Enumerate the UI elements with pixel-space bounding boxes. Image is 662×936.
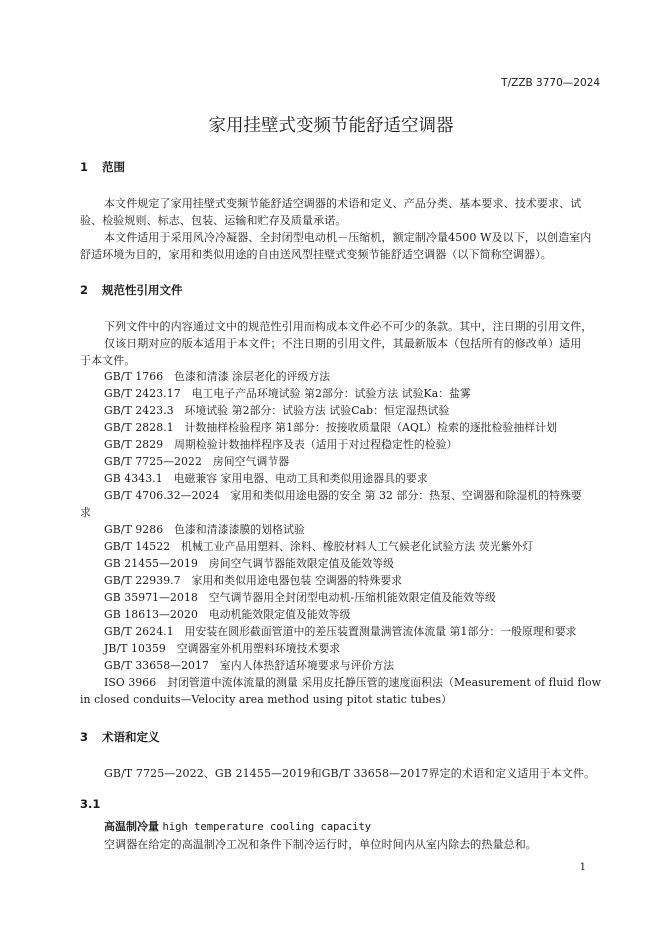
paragraph-line: 舒适环境为目的，家用和类似用途的自由送风型挂壁式变频节能舒适空调器（以下简称空调器）。 bbox=[80, 248, 552, 261]
reference-item: GB 21455—2019 房间空气调节器能效限定值及能效等级 bbox=[104, 557, 395, 570]
term-definition: 空调器在给定的高温制冷工况和条件下制冷运行时，单位时间内从室内除去的热量总和。 bbox=[104, 838, 537, 851]
paragraph-line: 于本文件。 bbox=[80, 354, 136, 367]
paragraph-line: GB/T 7725—2022、GB 21455—2019和GB/T 33658—2017界定的术语和定义适用于本文件。 bbox=[104, 767, 596, 780]
reference-item: GB 4343.1 电磁兼容 家用电器、电动工具和类似用途器具的要求 bbox=[104, 472, 428, 485]
reference-item: GB/T 9286 色漆和清漆漆膜的划格试验 bbox=[104, 523, 305, 536]
paragraph-line: 下列文件中的内容通过文中的规范性引用而构成本文件必不可少的条款。其中，注日期的引用文件， bbox=[104, 320, 593, 333]
reference-item: GB/T 2624.1 用安装在圆形截面管道中的差压装置测量满管流体流量 第1部分：一般原理和要求 bbox=[104, 625, 577, 638]
reference-item: GB/T 1766 色漆和清漆 涂层老化的评级方法 bbox=[104, 370, 331, 383]
section-title: 规范性引用文件 bbox=[102, 283, 183, 297]
term-chinese: 高温制冷量 bbox=[104, 820, 159, 833]
document-title: 家用挂壁式变频节能舒适空调器 bbox=[208, 116, 454, 136]
reference-item: JB/T 10359 空调器室外机用塑料环境技术要求 bbox=[104, 642, 341, 655]
reference-item: GB/T 22939.7 家用和类似用途电器包装 空调器的特殊要求 bbox=[104, 574, 403, 587]
section-number: 2 bbox=[80, 283, 89, 297]
reference-item-continued: 求 bbox=[80, 506, 91, 519]
term-number: 3.1 bbox=[80, 797, 101, 811]
reference-item: GB 35971—2018 空气调节器用全封闭型电动机-压缩机能效限定值及能效等级 bbox=[104, 591, 496, 604]
reference-item: GB/T 7725—2022 房间空气调节器 bbox=[104, 455, 290, 468]
paragraph-line: 本文件规定了家用挂壁式变频节能舒适空调器的术语和定义、产品分类、基本要求、技术要求、试 bbox=[104, 197, 582, 210]
section-number: 1 bbox=[80, 160, 89, 174]
reference-item: GB/T 14522 机械工业产品用塑料、涂料、橡胶材料人工气候老化试验方法 荧光紫外灯 bbox=[104, 540, 534, 553]
paragraph-line: 仅该日期对应的版本适用于本文件；不注日期的引用文件，其最新版本（包括所有的修改单）适用 bbox=[104, 337, 582, 350]
reference-item-continued: in closed conduits—Velocity area method using pitot static tubes） bbox=[80, 693, 452, 706]
section-2-heading bbox=[80, 282, 183, 298]
reference-item: GB 18613—2020 电动机能效限定值及能效等级 bbox=[104, 608, 351, 621]
section-number: 3 bbox=[80, 730, 89, 744]
reference-item: GB/T 2829 周期检验计数抽样程序及表（适用于对过程稳定性的检验） bbox=[104, 438, 458, 451]
document-code: T/ZZB 3770—2024 bbox=[501, 77, 600, 89]
section-3-heading bbox=[80, 729, 160, 745]
section-title: 术语和定义 bbox=[102, 730, 160, 744]
reference-item: GB/T 2828.1 计数抽样检验程序 第1部分：按接收质量限（AQL）检索的逐批检验抽样计划 bbox=[104, 421, 558, 434]
paragraph-line: 本文件适用于采用风冷冷凝器、全封闭型电动机－压缩机，额定制冷量4500 W及以下，以创造室内 bbox=[104, 231, 592, 244]
reference-item: ISO 3966 封闭管道中流体流量的测量 采用皮托静压管的速度面积法（Measurement of fluid flow bbox=[104, 676, 602, 689]
paragraph-line: 验、检验规则、标志、包装、运输和贮存及质量承诺。 bbox=[80, 214, 347, 227]
section-1-heading bbox=[80, 159, 125, 175]
section-title: 范围 bbox=[102, 160, 126, 174]
reference-item: GB/T 33658—2017 室内人体热舒适环境要求与评价方法 bbox=[104, 659, 395, 672]
term-heading bbox=[104, 818, 371, 834]
term-english: high temperature cooling capacity bbox=[162, 821, 372, 833]
page-number: 1 bbox=[579, 862, 586, 873]
reference-item: GB/T 4706.32—2024 家用和类似用途电器的安全 第 32 部分：热泵、空调器和除湿机的特殊要 bbox=[104, 489, 582, 502]
reference-item: GB/T 2423.17 电工电子产品环境试验 第2部分：试验方法 试验Ka：盐雾 bbox=[104, 387, 471, 400]
reference-item: GB/T 2423.3 环境试验 第2部分：试验方法 试验Cab：恒定湿热试验 bbox=[104, 404, 450, 417]
